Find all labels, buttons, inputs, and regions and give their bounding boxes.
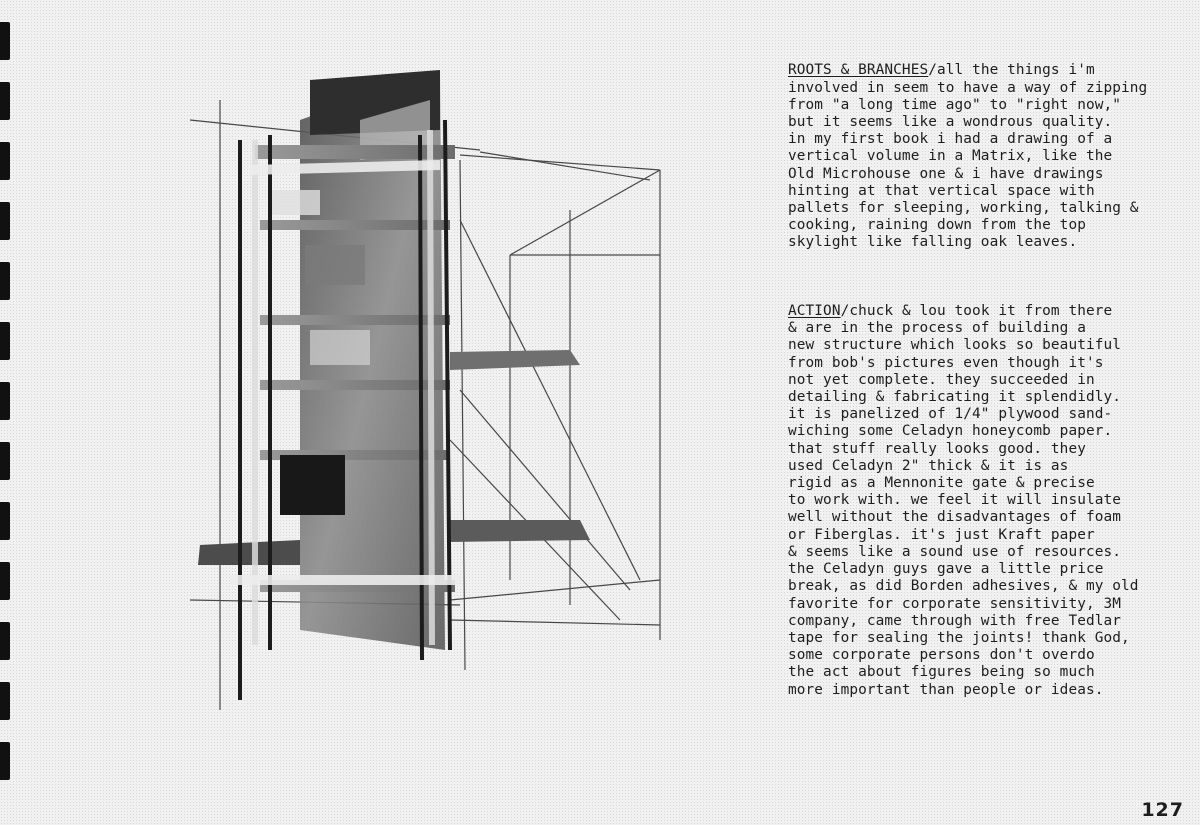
text-line: detailing & fabricating it splendidly. — [788, 389, 1122, 406]
binding-hole-icon — [0, 382, 10, 420]
text-line: in my first book i had a drawing of a — [788, 131, 1113, 148]
spiral-binding — [0, 0, 14, 825]
text-line: new structure which looks so beautiful — [788, 337, 1122, 354]
text-line: pallets for sleeping, working, talking & — [788, 200, 1139, 217]
binding-hole-icon — [0, 82, 10, 120]
text-line: skylight like falling oak leaves. — [788, 234, 1078, 251]
paragraph-roots-branches — [788, 62, 1188, 251]
binding-hole-icon — [0, 442, 10, 480]
binding-hole-icon — [0, 742, 10, 780]
text-line: hinting at that vertical space with — [788, 182, 1095, 199]
binding-hole-icon — [0, 22, 10, 60]
text-line: more important than people or ideas. — [788, 681, 1104, 698]
text-line: not yet complete. they succeeded in — [788, 371, 1095, 388]
text-line: to work with. we feel it will insulate — [788, 492, 1122, 509]
text-line: the Celadyn guys gave a little price — [788, 561, 1104, 578]
text-line: company, came through with free Tedlar — [788, 612, 1122, 629]
text-line: Old Microhouse one & i have drawings — [788, 165, 1104, 182]
text-line: vertical volume in a Matrix, like the — [788, 148, 1113, 165]
text-line: rigid as a Mennonite gate & precise — [788, 475, 1095, 492]
text-line: favorite for corporate sensitivity, 3M — [788, 595, 1122, 612]
text-line: some corporate persons don't overdo — [788, 647, 1095, 664]
binding-hole-icon — [0, 682, 10, 720]
text-line: from "a long time ago" to "right now," — [788, 96, 1122, 113]
binding-hole-icon — [0, 622, 10, 660]
paragraph-action — [788, 303, 1188, 699]
text-line: well without the disadvantages of foam — [788, 509, 1122, 526]
scaffold-structure-photo — [160, 60, 720, 760]
text-line: & seems like a sound use of resources. — [788, 543, 1122, 560]
binding-hole-icon — [0, 562, 10, 600]
binding-hole-icon — [0, 322, 10, 360]
binding-hole-icon — [0, 262, 10, 300]
text-line: break, as did Borden adhesives, & my old — [788, 578, 1139, 595]
text-line: or Fiberglas. it's just Kraft paper — [788, 526, 1095, 543]
heading-action: ACTION — [788, 303, 841, 320]
text-line: /all the things i'm — [928, 62, 1095, 79]
text-line: cooking, raining down from the top — [788, 217, 1086, 234]
text-line: the act about figures being so much — [788, 664, 1095, 681]
page-number: 127 — [1141, 799, 1184, 821]
text-line: wiching some Celadyn honeycomb paper. — [788, 423, 1113, 440]
text-line: that stuff really looks good. they — [788, 440, 1086, 457]
text-line: it is panelized of 1/4" plywood sand- — [788, 406, 1113, 423]
heading-roots-branches: ROOTS & BRANCHES — [788, 62, 929, 79]
binding-hole-icon — [0, 202, 10, 240]
text-line: but it seems like a wondrous quality. — [788, 114, 1113, 131]
article-text — [788, 28, 1188, 750]
text-line: & are in the process of building a — [788, 320, 1086, 337]
binding-hole-icon — [0, 142, 10, 180]
text-line: used Celadyn 2" thick & it is as — [788, 457, 1069, 474]
text-line: involved in seem to have a way of zipping — [788, 79, 1148, 96]
binding-hole-icon — [0, 502, 10, 540]
text-line: from bob's pictures even though it's — [788, 354, 1104, 371]
text-line: tape for sealing the joints! thank God, — [788, 629, 1130, 646]
text-line: /chuck & lou took it from there — [840, 303, 1113, 320]
